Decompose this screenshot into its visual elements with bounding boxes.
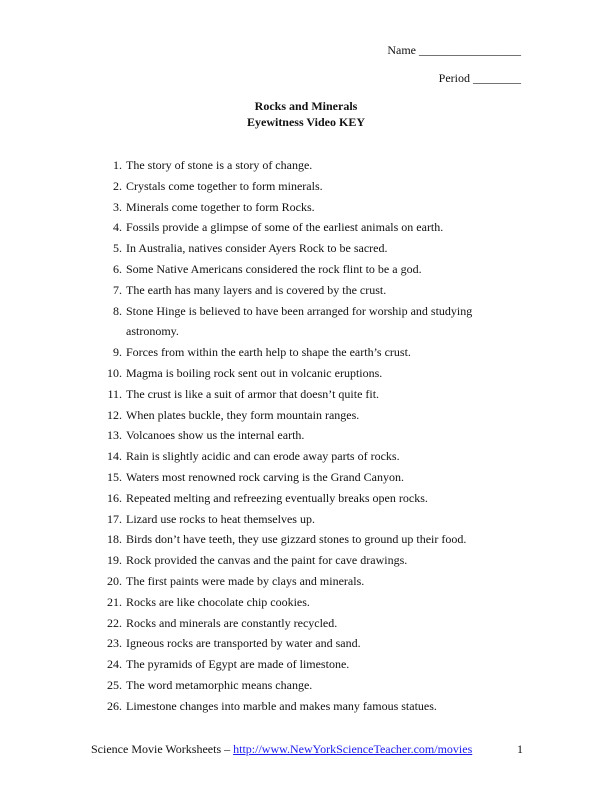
list-item-number: 9. [113,345,122,360]
list-item [0,696,612,717]
page-number: 1 [517,742,523,756]
list-item-number: 22. [107,615,122,630]
list-item-number: 12. [107,407,122,422]
list-item-text: Lizard use rocks to heat themselves up. [126,511,315,526]
period-label: Period [438,71,470,85]
list-item-number: 20. [107,573,122,588]
list-item-text: Minerals come together to form Rocks. [126,199,315,214]
list-item-number: 23. [107,636,122,651]
list-item [0,176,612,197]
period-field [439,71,521,86]
list-item [0,155,612,176]
list-item [0,571,612,592]
list-item [0,654,612,675]
list-item-text: Rocks and minerals are constantly recycled. [126,615,338,630]
list-item [0,197,612,218]
list-item-text: Crystals come together to form minerals. [126,178,323,193]
list-item [0,405,612,426]
list-item [0,467,612,488]
list-item [0,488,612,509]
list-item [0,342,612,363]
list-item [0,301,612,343]
list-item-text: Volcanoes show us the internal earth. [126,428,305,443]
list-item-text: Stone Hinge is believed to have been arranged for worship and studying astronomy. [126,303,473,339]
list-item [0,509,612,530]
list-item-text: The pyramids of Egypt are made of limestone. [126,657,350,672]
footer-prefix: Science Movie Worksheets – [91,742,234,756]
list-item-number: 6. [113,261,122,276]
list-item-number: 19. [107,553,122,568]
list-item [0,259,612,280]
list-item-text: The earth has many layers and is covered by the crust. [126,282,387,297]
list-item [0,529,612,550]
list-item-number: 25. [107,677,122,692]
list-item-text: When plates buckle, they form mountain ranges. [126,407,360,422]
list-item [0,592,612,613]
list-item-text: Birds don’t have teeth, they use gizzard stones to ground up their food. [126,532,467,547]
list-item [0,217,612,238]
list-item [0,238,612,259]
answer-list [0,155,612,717]
list-item-text: Repeated melting and refreezing eventually breaks open rocks. [126,490,428,505]
list-item-number: 26. [107,698,122,713]
name-field [387,43,521,58]
list-item-number: 10. [107,365,122,380]
list-item-text: Rocks are like chocolate chip cookies. [126,594,310,609]
list-item-text: In Australia, natives consider Ayers Rock to be sacred. [126,241,388,256]
footer-link[interactable]: http://www.NewYorkScienceTeacher.com/movies [233,742,473,756]
list-item [0,384,612,405]
list-item-text: Magma is boiling rock sent out in volcanic eruptions. [126,365,383,380]
list-item [0,613,612,634]
list-item [0,675,612,696]
list-item-number: 14. [107,449,122,464]
list-item [0,425,612,446]
list-item-number: 11. [107,386,122,401]
list-item-text: The crust is like a suit of armor that doesn’t quite fit. [126,386,380,401]
list-item-text: The word metamorphic means change. [126,677,313,692]
list-item-text: The first paints were made by clays and minerals. [126,573,365,588]
list-item-text: Igneous rocks are transported by water and sand. [126,636,361,651]
list-item-text: Forces from within the earth help to shape the earth’s crust. [126,345,411,360]
list-item [0,446,612,467]
document-title: Rocks and Minerals [254,99,358,113]
list-item-number: 24. [107,657,122,672]
name-blank: _________________ [419,43,521,57]
list-item-text: Limestone changes into marble and makes many famous statues. [126,698,437,713]
list-item-number: 15. [107,469,122,484]
list-item [0,550,612,571]
list-item-number: 3. [113,199,122,214]
list-item-number: 17. [107,511,122,526]
list-item-number: 21. [107,594,122,609]
list-item-number: 2. [113,178,122,193]
list-item-number: 18. [107,532,122,547]
list-item-number: 16. [107,490,122,505]
list-item-text: Rock provided the canvas and the paint for cave drawings. [126,553,408,568]
document-subtitle: Eyewitness Video KEY [246,115,365,129]
period-blank: ________ [473,71,521,85]
list-item-number: 13. [107,428,122,443]
list-item-number: 1. [113,158,122,172]
list-item-number: 4. [113,220,122,235]
list-item-text: The story of stone is a story of change. [126,158,313,172]
list-item [0,633,612,654]
page-footer [91,742,523,757]
list-item-text: Fossils provide a glimpse of some of the earliest animals on earth. [126,220,444,235]
name-label: Name [387,43,416,57]
list-item-number: 7. [113,282,122,297]
list-item-number: 8. [113,303,122,318]
list-item-number: 5. [113,241,122,256]
list-item-text: Rain is slightly acidic and can erode away parts of rocks. [126,449,400,464]
list-item-text: Waters most renowned rock carving is the Grand Canyon. [126,469,404,484]
list-item-text: Some Native Americans considered the rock flint to be a god. [126,261,422,276]
list-item [0,280,612,301]
list-item [0,363,612,384]
